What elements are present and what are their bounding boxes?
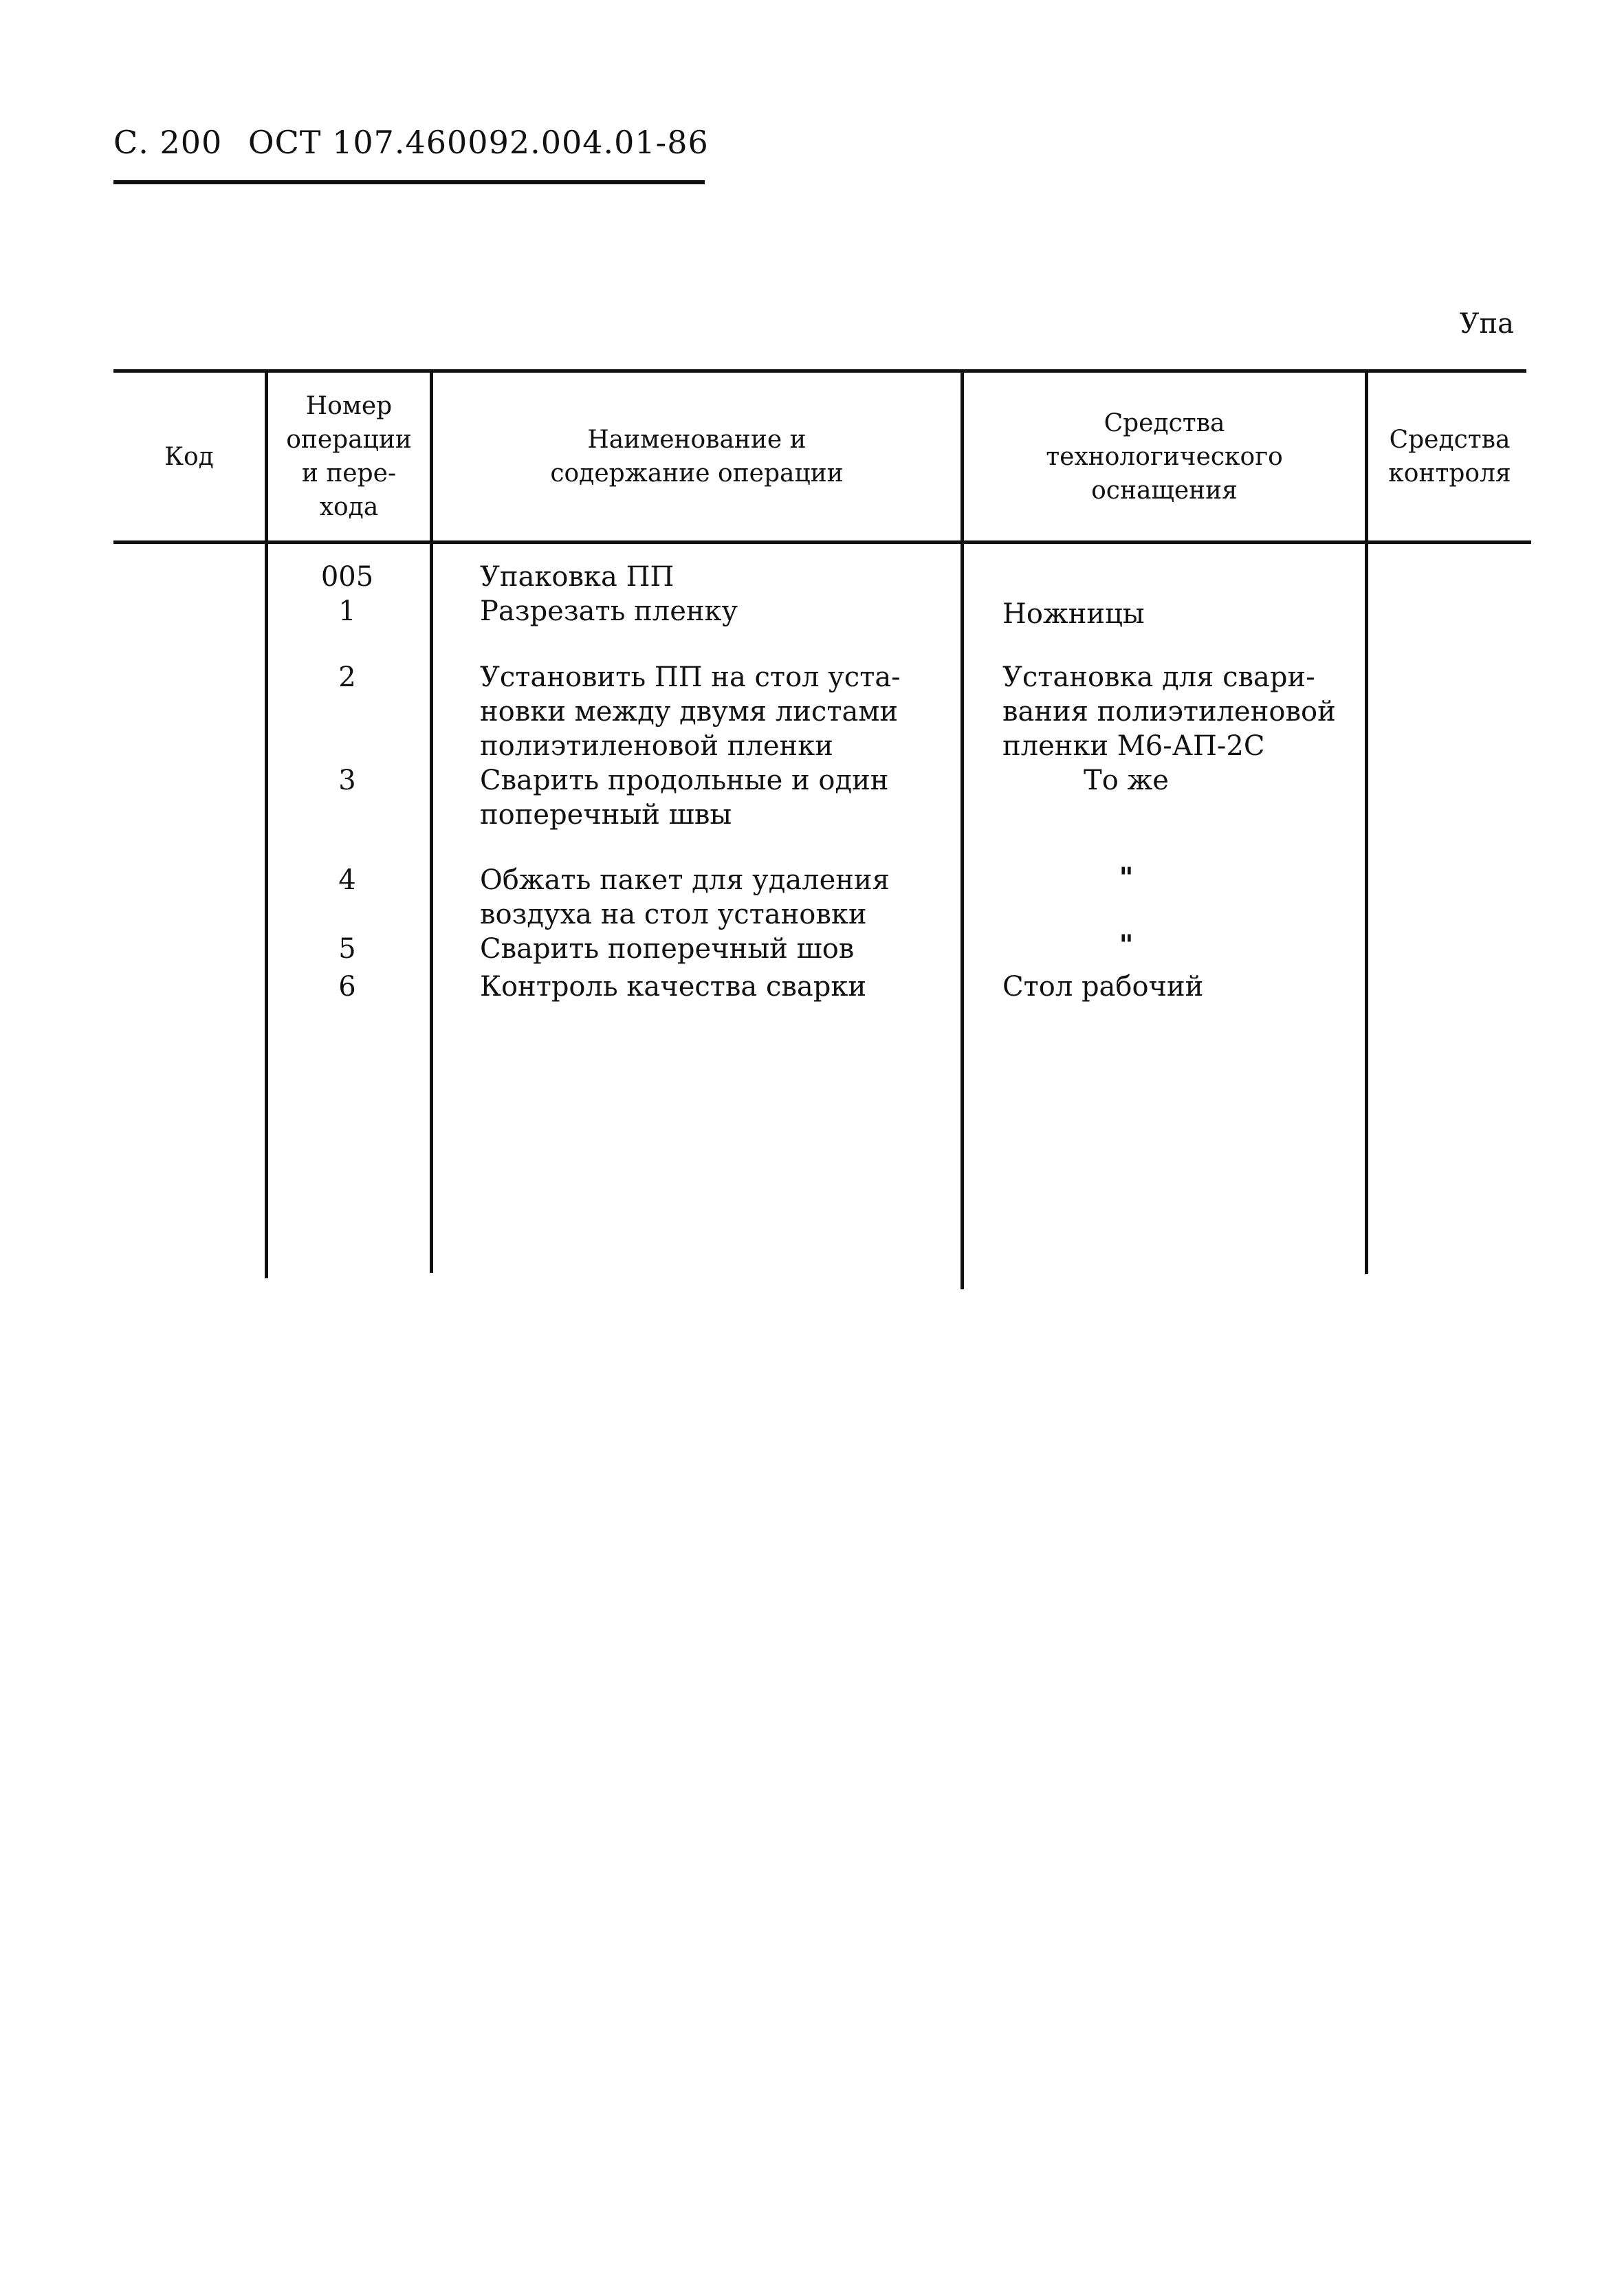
transition-number: 4: [338, 864, 356, 896]
transition-name: Сварить поперечный шов: [480, 933, 855, 965]
column-header-control: Средства контроля: [1388, 426, 1511, 488]
page-header: [113, 124, 709, 161]
transition-number: 2: [338, 662, 356, 693]
transition-number: 3: [338, 765, 356, 796]
transition-number: 6: [338, 971, 356, 1003]
column-header-tools: Средства технологического оснащения: [1046, 408, 1283, 505]
operation-name: Упаковка ПП: [480, 561, 674, 593]
table-header-rule: [113, 540, 1531, 544]
transition-name: Контроль качества сварки: [480, 971, 867, 1003]
header-underline: [113, 180, 705, 184]
transition-name: Разрезать пленку: [480, 595, 738, 627]
transition-tools: Установка для свари- вания полиэтиленовой пленки М6-АП-2С: [1002, 662, 1336, 762]
ditto-mark: ": [1119, 862, 1134, 894]
standard-code: ОСТ 107.460092.004.01-86: [248, 124, 709, 161]
ditto-mark: ": [1119, 929, 1134, 961]
transition-tools: Стол рабочий: [1002, 971, 1204, 1003]
transition-number: 5: [338, 933, 356, 965]
transition-name: Сварить продольные и один поперечный швы: [480, 765, 889, 831]
table-continuation-tag: Упа: [1459, 308, 1514, 340]
operation-number: 005: [320, 561, 374, 593]
transition-name: Установить ПП на стол уста- новки между двумя листами полиэтиленовой пленки: [480, 662, 901, 762]
column-header-name: Наименование и содержание операции: [550, 426, 844, 488]
column-header-number: Номер операции и пере- хода: [286, 392, 412, 521]
transition-tools: Ножницы: [1002, 598, 1145, 630]
transition-number: 1: [338, 595, 356, 627]
column-header-code: Код: [164, 442, 214, 471]
transition-name: Обжать пакет для удаления воздуха на стол установки: [480, 864, 890, 930]
page-number: С. 200: [113, 124, 223, 161]
transition-tools: То же: [1084, 765, 1169, 796]
